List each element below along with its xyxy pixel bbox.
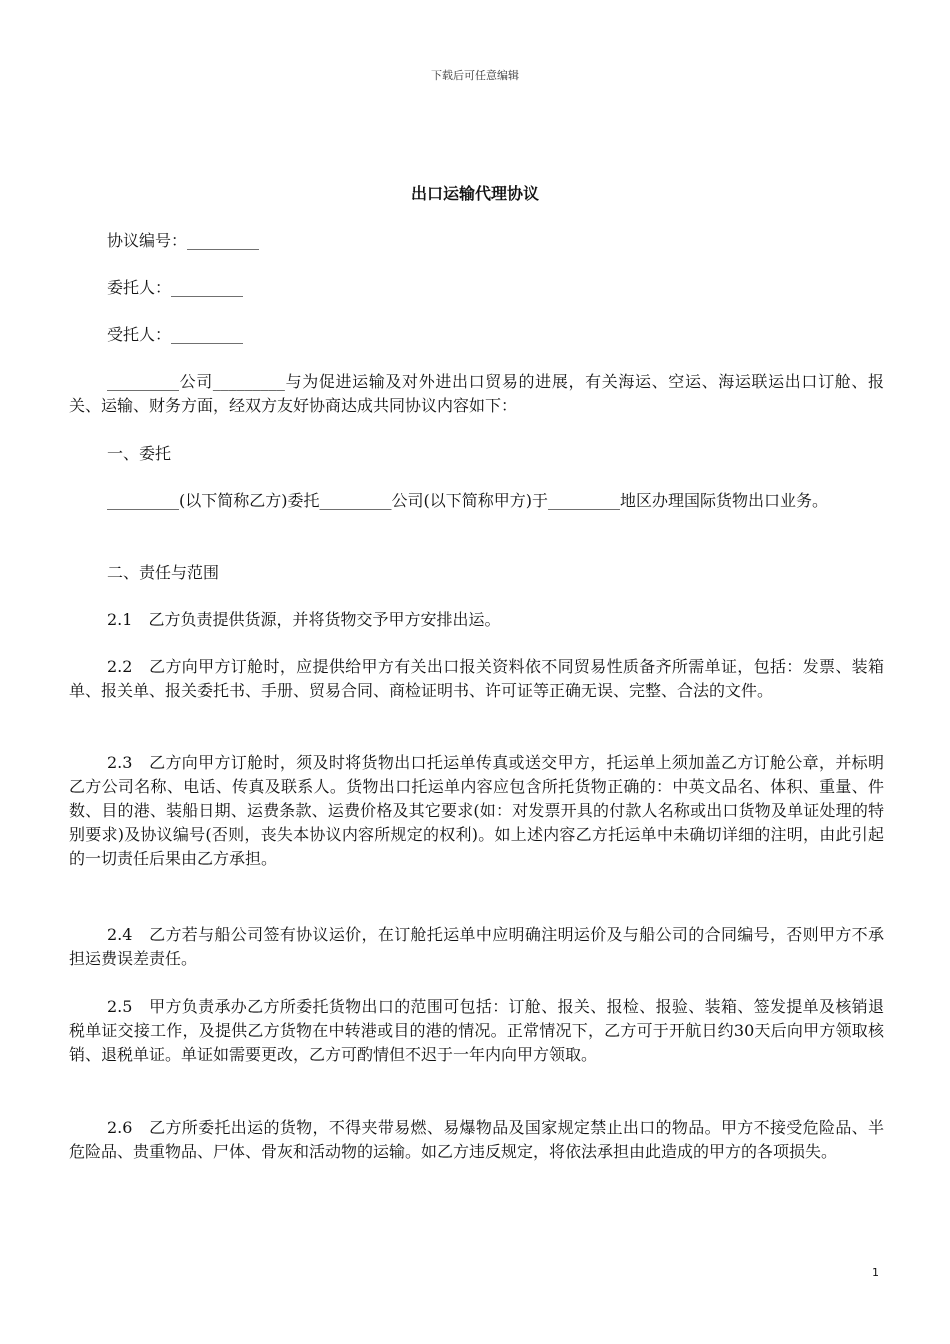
clause-2-6: 2.6 乙方所委托出运的货物，不得夹带易燃、易爆物品及国家规定禁止出口的物品。甲方不接受危险品、半危险品、贵重物品、尸体、骨灰和活动物的运输。如乙方违反规定，将依法承担由此造成的甲方的各项损失。 [69,1118,884,1161]
section-1-text: _________(以下简称乙方)委托_________公司(以下简称甲方)于_________地区办理国际货物出口业务。 [107,491,828,510]
section-2-heading: 二、责任与范围 [107,563,220,582]
clause-2-5: 2.5 甲方负责承办乙方所委托货物出口的范围可包括：订舱、报关、报检、报验、装箱、签发提单及核销退税单证交接工作，及提供乙方货物在中转港或目的港的情况。正常情况下，乙方可于开航日约30天后向甲方领取核销、退税单证。单证如需要更改，乙方可酌情但不迟于一年内向甲方领取。 [69,997,884,1064]
document-title: 出口运输代理协议 [410,184,539,203]
client-field: 委托人：_________ [107,278,244,297]
section-1-heading: 一、委托 [107,444,172,463]
agreement-number-field: 协议编号：_________ [107,231,260,250]
header-note: 下载后可任意编辑 [431,69,519,82]
agent-field: 受托人：_________ [107,325,244,344]
page-number: 1 [872,1266,879,1279]
clause-2-3: 2.3 乙方向甲方订舱时，须及时将货物出口托运单传真或送交甲方，托运单上须加盖乙方订舱公章，并标明乙方公司名称、电话、传真及联系人。货物出口托运单内容应包含所托货物正确的：中英文品名、体积、重量、件数、目的港、装船日期、运费条款、运费价格及其它要求(如：对发票开具的付款人名称或出口货物及单证处理的特别要求)及协议编号(否则，丧失本协议内容所规定的权利)。如上述内容乙方托运单中未确切详细的注明，由此引起的一切责任后果由乙方承担。 [69,753,884,868]
clause-2-4: 2.4 乙方若与船公司签有协议运价，在订舱托运单中应明确注明运价及与船公司的合同编号，否则甲方不承担运费误差责任。 [69,925,884,968]
clause-2-2: 2.2 乙方向甲方订舱时，应提供给甲方有关出口报关资料依不同贸易性质备齐所需单证，包括：发票、装箱单、报关单、报关委托书、手册、贸易合同、商检证明书、许可证等正确无误、完整、合法的文件。 [69,657,884,700]
clause-2-1: 2.1 乙方负责提供货源，并将货物交予甲方安排出运。 [107,610,501,629]
intro-paragraph: _________公司_________与为促进运输及对外进出口贸易的进展，有关海运、空运、海运联运出口订舱、报关、运输、财务方面，经双方友好协商达成共同协议内容如下： [69,372,884,415]
